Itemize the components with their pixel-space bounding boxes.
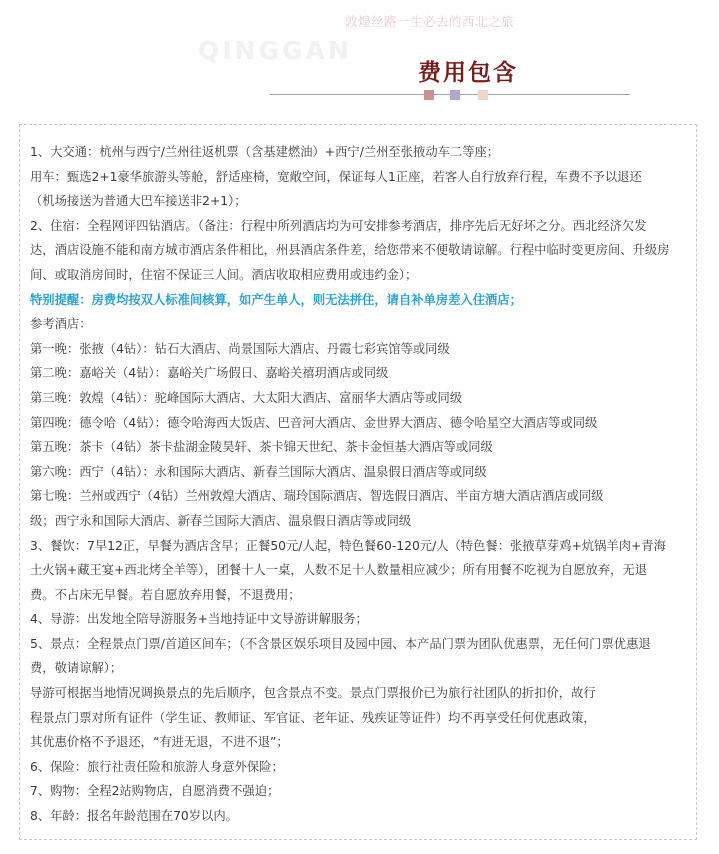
decor-square-rose xyxy=(424,90,434,100)
attractions-note-3: 其优惠价格不予退还，“有进无退，不进不退”； xyxy=(30,735,289,750)
hotel-night-3: 第三晚：敦煌（4钻）：驼峰国际大酒店、大太阳大酒店、富丽华大酒店等或同级 xyxy=(30,390,463,405)
hotel-night-1: 第一晚：张掖（4钻）：钻石大酒店、尚景国际大酒店、丹霞七彩宾馆等或同级 xyxy=(30,341,450,356)
reference-hotels-label: 参考酒店： xyxy=(30,317,92,332)
hotel-night-7-cont: 级；西宁永和国际大酒店、新春兰国际大酒店、温泉假日酒店等或同级 xyxy=(30,513,412,528)
tagline: 敦煌丝路一生必去的西北之旅 xyxy=(345,14,515,29)
decor-square-lavender xyxy=(450,90,460,100)
accommodation-line: 2、住宿：全程网评四钻酒店。（备注：行程中所列酒店均为可安排参考酒店，排序先后无好坏之分。西北经济欠发 xyxy=(30,218,647,233)
accommodation-line-2: 达，酒店设施不能和南方城市酒店条件相比，州县酒店条件差，给您带来不便敬请谅解。行程中临时变更房间、升级房 xyxy=(30,243,670,258)
hotel-night-6: 第六晚：西宁（4钻）：永和国际大酒店、新春兰国际大酒店、温泉假日酒店等或同级 xyxy=(30,464,487,479)
meals-line-2: 土火锅+藏王宴+西北烤全羊等），团餐十人一桌，人数不足十人数量相应减少；所有用餐不吃视为自愿放弃，无退 xyxy=(30,563,648,578)
page-title: 费用包含 xyxy=(418,60,518,86)
hotel-night-5: 第五晚：茶卡（4钻）茶卡盐湖金陵昊轩、茶卡锦天世纪、茶卡金恒基大酒店等或同级 xyxy=(30,440,493,455)
vehicle-note-line: （机场接送为普通大巴车接送非2+1）； xyxy=(30,194,247,209)
meals-line: 3、餐饮：7早12正，早餐为酒店含早；正餐50元/人起，特色餐60-120元/人（特色餐：张掖草芽鸡+炕锅羊肉+青海 xyxy=(30,538,666,553)
shopping-line: 7、购物：全程2站购物店，自愿消费不强迫； xyxy=(30,784,280,799)
attractions-note: 导游可根据当地情况调换景点的先后顺序，包含景点不变。景点门票报价已为旅行社团队的折扣价，故行 xyxy=(30,686,596,701)
meals-line-3: 费。不占床无早餐。若自愿放弃用餐，不退费用； xyxy=(30,587,301,602)
vehicle-line: 用车：甄选2+1豪华旅游头等舱，舒适座椅，宽敞空间，保证每人1正座，若客人自行放弃行程，车费不予以退还 xyxy=(30,169,642,184)
special-reminder: 特别提醒：房费均按双人标准间核算，如产生单人，则无法拼住，请自补单房差入住酒店； xyxy=(30,292,522,307)
hotel-night-2: 第二晚：嘉峪关（4钻）：嘉峪关广场假日、嘉峪关禧玥酒店或同级 xyxy=(30,366,389,381)
header xyxy=(0,0,719,118)
insurance-line: 6、保险：旅行社责任险和旅游人身意外保险； xyxy=(30,759,284,774)
attractions-note-2: 程景点门票对所有证件（学生证、教师证、军官证、老年证、残疾证等证件）均不再享受任何优惠政策， xyxy=(30,710,596,725)
attractions-line-2: 费，敬请谅解）； xyxy=(30,661,123,676)
hotel-night-4: 第四晚：德令哈（4钻）：德令哈海西大饭店、巴音河大酒店、金世界大酒店、德令哈星空大酒店等或同级 xyxy=(30,415,598,430)
age-line: 8、年龄：报名年龄范围在70岁以内。 xyxy=(30,809,238,824)
watermark-text: QINGGAN xyxy=(198,36,352,65)
decor-square-peach xyxy=(478,90,488,100)
hotel-night-7: 第七晚：兰州或西宁（4钻）兰州敦煌大酒店、瑞玲国际酒店、智选假日酒店、半亩方塘大酒店酒店或同级 xyxy=(30,489,604,504)
fee-details xyxy=(30,140,688,829)
transport-line: 1、大交通：杭州与西宁/兰州往返机票（含基建燃油）+西宁/兰州至张掖动车二等座； xyxy=(30,145,500,159)
attractions-line: 5、景点：全程景点门票/首道区间车；（不含景区娱乐项目及园中园、本产品门票为团队优惠票，无任何门票优惠退 xyxy=(30,636,651,651)
guide-line: 4、导游：出发地全陪导游服务+当地持证中文导游讲解服务； xyxy=(30,612,368,627)
accommodation-line-3: 间、或取消房间时，住宿不保证三人间。酒店收取相应费用或违约金）； xyxy=(30,267,418,282)
